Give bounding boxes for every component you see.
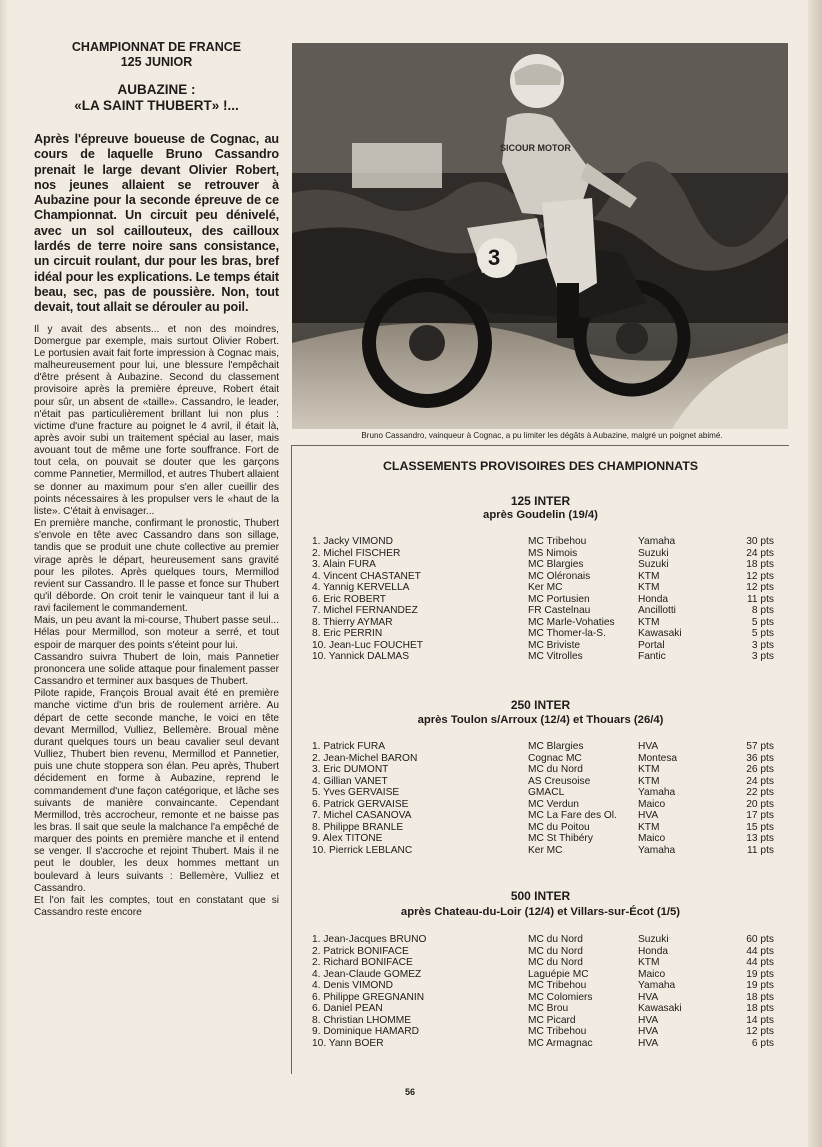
table-row xyxy=(312,764,782,776)
table-row xyxy=(312,957,782,969)
rider-name: 1. Jean-Jacques BRUNO xyxy=(312,934,427,945)
bike-make: KTM xyxy=(638,582,660,593)
club-name: MC Vitrolles xyxy=(528,651,583,662)
bike-make: Yamaha xyxy=(638,844,676,856)
club-name: MC Armagnac xyxy=(528,1037,593,1049)
club-name: MC Blargies xyxy=(528,559,584,570)
bike-make: Suzuki xyxy=(638,934,669,945)
bike-make: HVA xyxy=(638,1014,659,1026)
rider-name: 3. Eric DUMONT xyxy=(312,764,389,775)
points: 19 pts xyxy=(746,968,774,980)
club-name: MC du Nord xyxy=(528,764,583,775)
rider-name: 8. Eric PERRIN xyxy=(312,628,383,639)
club-name: MC Picard xyxy=(528,1014,576,1026)
race-photo xyxy=(292,43,788,429)
section-subtitle-250: après Toulon s/Arroux (12/4) et Thouars (26/4) xyxy=(417,714,664,726)
points: 3 pts xyxy=(751,651,774,662)
points: 6 pts xyxy=(751,1037,774,1049)
club-name: MC Marle-Vohaties xyxy=(528,616,615,628)
club-name: MC Brou xyxy=(528,1003,569,1014)
club-name: MC Blargies xyxy=(528,741,584,752)
bike-make: Suzuki xyxy=(638,547,669,559)
club-name: MC du Nord xyxy=(528,945,583,957)
bike-make: Maico xyxy=(638,833,666,844)
club-name: MC Tribehou xyxy=(528,980,587,991)
bike-make: Yamaha xyxy=(638,980,676,991)
section-title-500: 500 INTER xyxy=(510,889,571,903)
points: 18 pts xyxy=(746,991,774,1003)
points: 57 pts xyxy=(746,741,774,752)
photo-caption: Bruno Cassandro, vainqueur à Cognac, a pu limiter les dégâts à Aubazine, malgré un poignet abimé. xyxy=(361,431,723,440)
article-paragraph: Et l'on fait les comptes, tout en constatant que si Cassandro reste encore xyxy=(34,894,279,919)
bike-make: Fantic xyxy=(638,651,666,662)
article-heading: CHAMPIONNAT DE FRANCE 125 JUNIOR xyxy=(71,40,242,69)
article-subheading: AUBAZINE : «LA SAINT THUBERT» !... xyxy=(74,82,239,113)
rider-name: 1. Jacky VIMOND xyxy=(312,536,393,547)
club-name: MC Portusien xyxy=(528,593,590,605)
table-row xyxy=(312,536,782,548)
bike-make: KTM xyxy=(638,775,660,787)
table-row xyxy=(312,594,782,606)
club-name: MC du Poitou xyxy=(528,821,590,833)
club-name: MC Tribehou xyxy=(528,1026,587,1037)
club-name: GMACL xyxy=(528,787,565,798)
article-paragraph: Pilote rapide, François Broual avait été en première manche victime d'un bris de roulement arrière. Au départ de cette seconde manche, le voici en tête devant Mermillod, Vulliez, Bellemère. Broual mène durant quelques tours un beau cavalier seul devant Vulliez, Thubert bien revenu, Mermillod et Pannetier, puis une chute stoppera son élan. Peu après, Thubert décidement en forme à Aubazine, reprend le commandement d'une façon catégorique, et lâche ses suivants de manière convaincante. Cependant Mermillod, très accrocheur, remonte et ne baisse pas les bras. Il sait que seule la malchance l'a empêché de marquer des points en première manche et il entend se venger. Il s'accroche et rejoint Thubert. Mais il ne peut le doubler, les deux hommes mettant un boulevard à leurs suivants : Bellemère, Vulliez et Cassandro. xyxy=(34,688,279,894)
table-row xyxy=(312,1038,782,1050)
bike-make: KTM xyxy=(638,821,660,833)
points: 8 pts xyxy=(751,605,774,616)
points: 3 pts xyxy=(751,639,774,651)
page-left-edge xyxy=(0,0,8,1147)
standings-box xyxy=(291,445,789,1074)
page-right-edge xyxy=(808,0,822,1147)
table-row xyxy=(312,741,782,753)
rider-name: 2. Patrick BONIFACE xyxy=(312,945,409,957)
table-row xyxy=(312,845,782,857)
points: 44 pts xyxy=(746,945,774,957)
rider-name: 8. Thierry AYMAR xyxy=(312,616,393,628)
club-name: MC St Thibéry xyxy=(528,833,593,844)
table-row xyxy=(312,571,782,583)
bike-make: Kawasaki xyxy=(638,1003,682,1014)
club-name: MC Colomiers xyxy=(528,991,593,1003)
club-name: MC Tribehou xyxy=(528,536,587,547)
bike-make: Yamaha xyxy=(638,536,676,547)
points: 44 pts xyxy=(746,957,774,968)
standings-table-500 xyxy=(312,934,782,1049)
club-name: AS Creusoise xyxy=(528,775,591,787)
table-row xyxy=(312,1003,782,1015)
table-row xyxy=(312,1026,782,1038)
rider-name: 8. Philippe BRANLE xyxy=(312,821,404,833)
rider-name: 6. Daniel PEAN xyxy=(312,1003,383,1014)
table-row xyxy=(312,753,782,765)
article-body xyxy=(34,324,279,920)
rider-name: 9. Dominique HAMARD xyxy=(312,1026,420,1037)
club-name: MC La Fare des Ol. xyxy=(528,810,617,821)
table-row xyxy=(312,582,782,594)
rider-name: 2. Richard BONIFACE xyxy=(312,957,413,968)
points: 5 pts xyxy=(751,616,774,628)
table-row xyxy=(312,617,782,629)
table-row xyxy=(312,822,782,834)
points: 18 pts xyxy=(746,559,774,570)
standings-title: CLASSEMENTS PROVISOIRES DES CHAMPIONNATS xyxy=(382,459,699,473)
table-row xyxy=(312,833,782,845)
section-subtitle-500: après Chateau-du-Loir (12/4) et Villars-sur-Écot (1/5) xyxy=(400,906,681,918)
page-number: 56 xyxy=(405,1087,416,1097)
club-name: Ker MC xyxy=(528,582,563,593)
standings-table-250 xyxy=(312,741,782,856)
standings-table-125 xyxy=(312,536,782,663)
club-name: FR Castelnau xyxy=(528,605,591,616)
table-row xyxy=(312,799,782,811)
plate-number: 3 xyxy=(488,245,501,270)
rider-name: 6. Patrick GERVAISE xyxy=(312,798,409,810)
article-paragraph: En première manche, confirmant le pronostic, Thubert s'envole en tête avec Cassandro dans son sillage, tandis que se produit une chute collective au premier virage après le départ, heureusement sans gravité pour les pilotes. Après quelques tours, Mermillod revient sur Cassandro. Il le passe et fonce sur Thubert qu'il déborde. On croit tenir le vainqueur tant il lui a ravi facilement le commandement. xyxy=(34,518,279,615)
article-paragraph: Cassandro suivra Thubert de loin, mais Pannetier prononcera une solide attaque pour finalement passer Cassandro et terminer aux basques de Thubert. xyxy=(34,651,279,688)
bike-make: Suzuki xyxy=(638,559,669,570)
rider-name: 9. Alex TITONE xyxy=(312,833,383,844)
bike-make: KTM xyxy=(638,957,660,968)
bike-make: Honda xyxy=(638,945,669,957)
points: 19 pts xyxy=(746,980,774,991)
rider-name: 10. Pierrick LEBLANC xyxy=(312,844,413,856)
points: 14 pts xyxy=(746,1014,774,1026)
points: 17 pts xyxy=(746,810,774,821)
club-name: MC Briviste xyxy=(528,639,581,651)
club-name: MC du Nord xyxy=(528,934,583,945)
bike-make: HVA xyxy=(638,991,659,1003)
rider-name: 10. Yannick DALMAS xyxy=(312,651,410,662)
rider-name: 5. Yves GERVAISE xyxy=(312,787,400,798)
points: 15 pts xyxy=(746,821,774,833)
points: 18 pts xyxy=(746,1003,774,1014)
club-name: MC Oléronais xyxy=(528,570,591,582)
points: 5 pts xyxy=(751,628,774,639)
section-title-250: 250 INTER xyxy=(510,698,571,712)
bike-make: HVA xyxy=(638,741,659,752)
rider-name: 2. Michel FISCHER xyxy=(312,547,401,559)
article-paragraph: Mais, un peu avant la mi-course, Thubert passe seul... Hélas pour Mermillod, son moteur a serré, et tout espoir de marquer des points s'éteint pour lui. xyxy=(34,615,279,651)
rider-name: 7. Michel CASANOVA xyxy=(312,810,412,821)
bike-make: KTM xyxy=(638,570,660,582)
points: 26 pts xyxy=(746,764,774,775)
club-name: MC Verdun xyxy=(528,798,579,810)
article-paragraph: Il y avait des absents... et non des moindres, Domergue par exemple, mais surtout Olivier Robert. Le portusien avait fait forte impression à Cognac mais, malheureusement pour lui, une blessure l'empêchait d'être présent à Aubazine. Second du classement provisoire après la première épreuve, Robert était pour sûr, un absent de «taille». Cassandro, le leader, n'était pas particulièrement brillant lui non plus : victime d'une fracture au poignet le 4 avril, il était là, après avoir subi un traitement spécial au laser, mais avouant tout de même une forte souffrance. Fort de tout cela, on pouvait se douter que les garçons comme Pannetier, Mermillod, et autres Thubert allaient se donner au maximum pour s'en aller cueillir des points nécessaires à les propulser vers le «haut de la liste». C'était à envisager... xyxy=(34,323,279,517)
bike-make: Montesa xyxy=(638,752,678,764)
rider-name: 4. Gillian VANET xyxy=(312,775,388,787)
bike-make: KTM xyxy=(638,616,660,628)
points: 12 pts xyxy=(746,570,774,582)
rider-name: 4. Yannig KERVELLA xyxy=(312,582,410,593)
table-row xyxy=(312,640,782,652)
rider-name: 8. Christian LHOMME xyxy=(312,1014,412,1026)
bike-make: Maico xyxy=(638,968,666,980)
points: 30 pts xyxy=(746,536,774,547)
rider-name: 1. Patrick FURA xyxy=(312,741,386,752)
club-name: Ker MC xyxy=(528,844,563,856)
table-row xyxy=(312,559,782,571)
rider-name: 2. Jean-Michel BARON xyxy=(312,752,418,764)
table-row xyxy=(312,934,782,946)
table-row xyxy=(312,810,782,822)
bike-make: Yamaha xyxy=(638,787,676,798)
table-row xyxy=(312,980,782,992)
points: 60 pts xyxy=(746,934,774,945)
points: 13 pts xyxy=(746,833,774,844)
table-row xyxy=(312,605,782,617)
points: 12 pts xyxy=(746,1026,774,1037)
club-name: Laguépie MC xyxy=(528,968,589,980)
bike-make: Ancillotti xyxy=(638,605,676,616)
table-row xyxy=(312,1015,782,1027)
club-name: MS Nimois xyxy=(528,547,578,559)
table-row xyxy=(312,969,782,981)
rider-bib-text: SICOUR MOTOR xyxy=(500,143,571,153)
bike-make: HVA xyxy=(638,810,659,821)
club-name: Cognac MC xyxy=(528,752,582,764)
section-subtitle-125: après Goudelin (19/4) xyxy=(483,509,598,521)
points: 24 pts xyxy=(746,547,774,559)
article-lead: Après l'épreuve boueuse de Cognac, au cours de laquelle Bruno Cassandro prenait le large devant Olivier Robert, nos jeunes allaient se retrouver à Aubazine pour la seconde épreuve de ce Championnat. Un circuit peu dénivelé, avec un sol caillouteux, des cailloux lardés de terre noire sans consistance, un circuit roulant, dur pour les bras, bref idéal pour les explications. Le temps était beau, sec, pas de poussière. Non, tout devait, tout allait se dérouler au poil. xyxy=(34,132,279,315)
table-row xyxy=(312,548,782,560)
bike-make: Portal xyxy=(638,639,665,651)
points: 11 pts xyxy=(747,844,774,856)
bike-make: KTM xyxy=(638,764,660,775)
rider-name: 4. Jean-Claude GOMEZ xyxy=(312,968,422,980)
table-row xyxy=(312,628,782,640)
rider-name: 10. Yann BOER xyxy=(312,1037,384,1049)
table-row xyxy=(312,946,782,958)
table-row xyxy=(312,992,782,1004)
article-column xyxy=(34,40,279,919)
points: 36 pts xyxy=(746,752,774,764)
rider-name: 4. Vincent CHASTANET xyxy=(312,570,421,582)
rider-name: 3. Alain FURA xyxy=(312,559,376,570)
points: 20 pts xyxy=(746,798,774,810)
bike-make: Kawasaki xyxy=(638,628,682,639)
table-row xyxy=(312,787,782,799)
points: 11 pts xyxy=(747,593,774,605)
rider-name: 6. Eric ROBERT xyxy=(312,593,386,605)
rider-name: 10. Jean-Luc FOUCHET xyxy=(312,639,423,651)
points: 12 pts xyxy=(746,582,774,593)
bike-make: Maico xyxy=(638,798,666,810)
rider-name: 6. Philippe GREGNANIN xyxy=(312,991,425,1003)
rider-name: 4. Denis VIMOND xyxy=(312,980,393,991)
table-row xyxy=(312,776,782,788)
club-name: MC Thomer-la-S. xyxy=(528,628,606,639)
bike-make: HVA xyxy=(638,1026,659,1037)
bike-make: HVA xyxy=(638,1037,659,1049)
section-title-125: 125 INTER xyxy=(510,494,571,508)
rider-name: 7. Michel FERNANDEZ xyxy=(312,605,418,616)
table-row xyxy=(312,651,782,663)
club-name: MC du Nord xyxy=(528,957,583,968)
points: 22 pts xyxy=(746,787,774,798)
motocross-rider-illustration xyxy=(292,43,788,429)
bike-make: Honda xyxy=(638,593,669,605)
points: 24 pts xyxy=(746,775,774,787)
